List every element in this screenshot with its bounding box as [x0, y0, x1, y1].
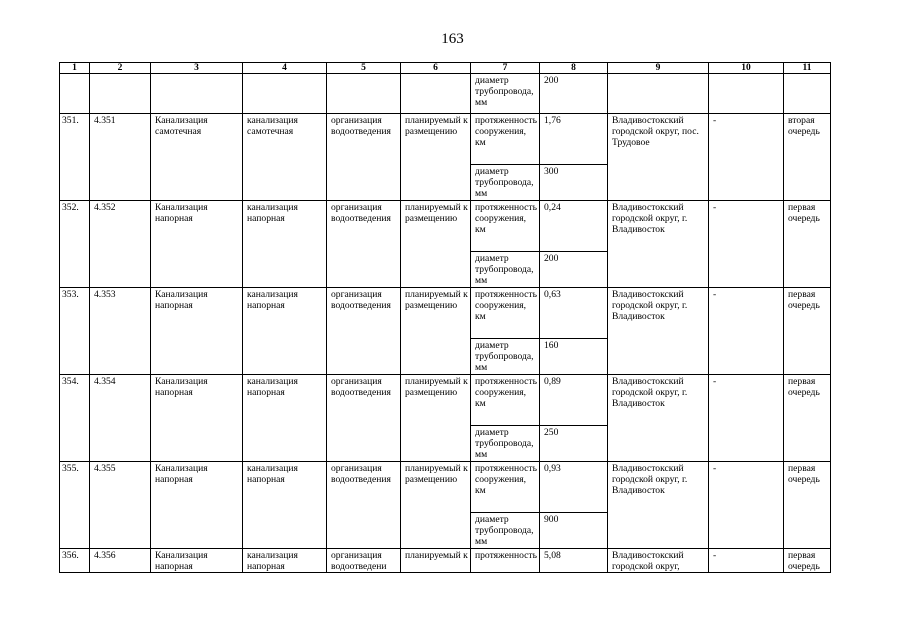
cell-value: 0,63 [540, 288, 608, 339]
cell-type: канализация напорная [243, 462, 327, 549]
cell-location: Владивостокский городской округ, г. Владивосток [608, 375, 709, 462]
cell-parameter: протяженность сооружения, км [471, 462, 540, 513]
cell-value: 0,93 [540, 462, 608, 513]
table-row [60, 114, 831, 165]
cell-value: 1,76 [540, 114, 608, 165]
cell-value: 200 [540, 74, 608, 114]
column-number: 6 [401, 63, 471, 74]
cell-purpose: организация водоотведения [327, 201, 401, 288]
cell-value: 250 [540, 426, 608, 462]
cell-stage: первая очередь [784, 375, 831, 462]
column-number: 11 [784, 63, 831, 74]
cell-zone: - [709, 549, 784, 573]
table-row-partial [60, 549, 831, 573]
cell-name: Канализация напорная [151, 375, 243, 462]
cell-type: канализация напорная [243, 375, 327, 462]
cell-code: 4.355 [90, 462, 151, 549]
cell-name: Канализация самотечная [151, 114, 243, 201]
cell-location: Владивостокский городской округ, г. Владивосток [608, 201, 709, 288]
cell-code: 4.354 [90, 375, 151, 462]
cell-value: 160 [540, 339, 608, 375]
cell-location: Владивостокский городской округ, пос. Трудовое [608, 114, 709, 201]
cell-row-number: 351. [60, 114, 90, 201]
cell-location: Владивостокский городской округ, г. Владивосток [608, 462, 709, 549]
cell-value: 300 [540, 165, 608, 201]
register-table [59, 62, 831, 573]
table-row [60, 288, 831, 339]
cell-row-number: 355. [60, 462, 90, 549]
cell-parameter: диаметр трубопровода, мм [471, 252, 540, 288]
page-number: 163 [441, 31, 464, 47]
column-number: 7 [471, 63, 540, 74]
cell-code: 4.356 [90, 549, 151, 573]
cell-empty [60, 74, 90, 114]
cell-stage: первая очередь [784, 549, 831, 573]
cell-parameter: протяженность сооружения, км [471, 288, 540, 339]
cell-parameter: протяженность сооружения, км [471, 114, 540, 165]
cell-type: канализация напорная [243, 201, 327, 288]
cell-code: 4.351 [90, 114, 151, 201]
cell-parameter: диаметр трубопровода, мм [471, 339, 540, 375]
cell-value: 0,89 [540, 375, 608, 426]
column-number: 4 [243, 63, 327, 74]
cell-type: канализация самотечная [243, 114, 327, 201]
cell-status: планируемый к размещению [401, 114, 471, 201]
cell-status: планируемый к размещению [401, 462, 471, 549]
cell-purpose: организация водоотведения [327, 375, 401, 462]
table-row [60, 462, 831, 513]
table-row [60, 201, 831, 252]
column-number: 8 [540, 63, 608, 74]
cell-parameter: протяженность сооружения, км [471, 375, 540, 426]
column-number: 10 [709, 63, 784, 74]
cell-parameter: протяженность [471, 549, 540, 573]
cell-empty [608, 74, 709, 114]
cell-row-number: 353. [60, 288, 90, 375]
cell-parameter: диаметр трубопровода, мм [471, 74, 540, 114]
cell-status: планируемый к размещению [401, 201, 471, 288]
table-row [60, 375, 831, 426]
cell-empty [709, 74, 784, 114]
cell-status: планируемый к размещению [401, 288, 471, 375]
cell-location: Владивостокский городской округ, г. Владивосток [608, 288, 709, 375]
column-number: 2 [90, 63, 151, 74]
cell-status: планируемый к [401, 549, 471, 573]
cell-location: Владивостокский городской округ, [608, 549, 709, 573]
cell-name: Канализация напорная [151, 201, 243, 288]
cell-zone: - [709, 462, 784, 549]
cell-code: 4.352 [90, 201, 151, 288]
cell-parameter: протяженность сооружения, км [471, 201, 540, 252]
cell-zone: - [709, 201, 784, 288]
cell-stage: вторая очередь [784, 114, 831, 201]
cell-empty [151, 74, 243, 114]
cell-name: Канализация напорная [151, 462, 243, 549]
cell-value: 900 [540, 513, 608, 549]
cell-parameter: диаметр трубопровода, мм [471, 513, 540, 549]
cell-purpose: организация водоотведени [327, 549, 401, 573]
cell-name: Канализация напорная [151, 549, 243, 573]
cell-name: Канализация напорная [151, 288, 243, 375]
cell-value: 0,24 [540, 201, 608, 252]
column-number: 3 [151, 63, 243, 74]
cell-row-number: 354. [60, 375, 90, 462]
column-number-row [60, 63, 831, 74]
cell-row-number: 356. [60, 549, 90, 573]
cell-stage: первая очередь [784, 462, 831, 549]
cell-type: канализация напорная [243, 549, 327, 573]
column-number: 5 [327, 63, 401, 74]
cell-zone: - [709, 114, 784, 201]
cell-empty [784, 74, 831, 114]
cell-zone: - [709, 375, 784, 462]
cell-empty [401, 74, 471, 114]
cell-parameter: диаметр трубопровода, мм [471, 426, 540, 462]
column-number: 1 [60, 63, 90, 74]
cell-value: 5,08 [540, 549, 608, 573]
table-row-continued [60, 74, 831, 114]
cell-purpose: организация водоотведения [327, 288, 401, 375]
cell-code: 4.353 [90, 288, 151, 375]
cell-status: планируемый к размещению [401, 375, 471, 462]
cell-value: 200 [540, 252, 608, 288]
cell-empty [243, 74, 327, 114]
cell-purpose: организация водоотведения [327, 462, 401, 549]
cell-zone: - [709, 288, 784, 375]
cell-stage: первая очередь [784, 201, 831, 288]
cell-empty [327, 74, 401, 114]
cell-stage: первая очередь [784, 288, 831, 375]
cell-type: канализация напорная [243, 288, 327, 375]
cell-parameter: диаметр трубопровода, мм [471, 165, 540, 201]
cell-empty [90, 74, 151, 114]
cell-row-number: 352. [60, 201, 90, 288]
cell-purpose: организация водоотведения [327, 114, 401, 201]
column-number: 9 [608, 63, 709, 74]
